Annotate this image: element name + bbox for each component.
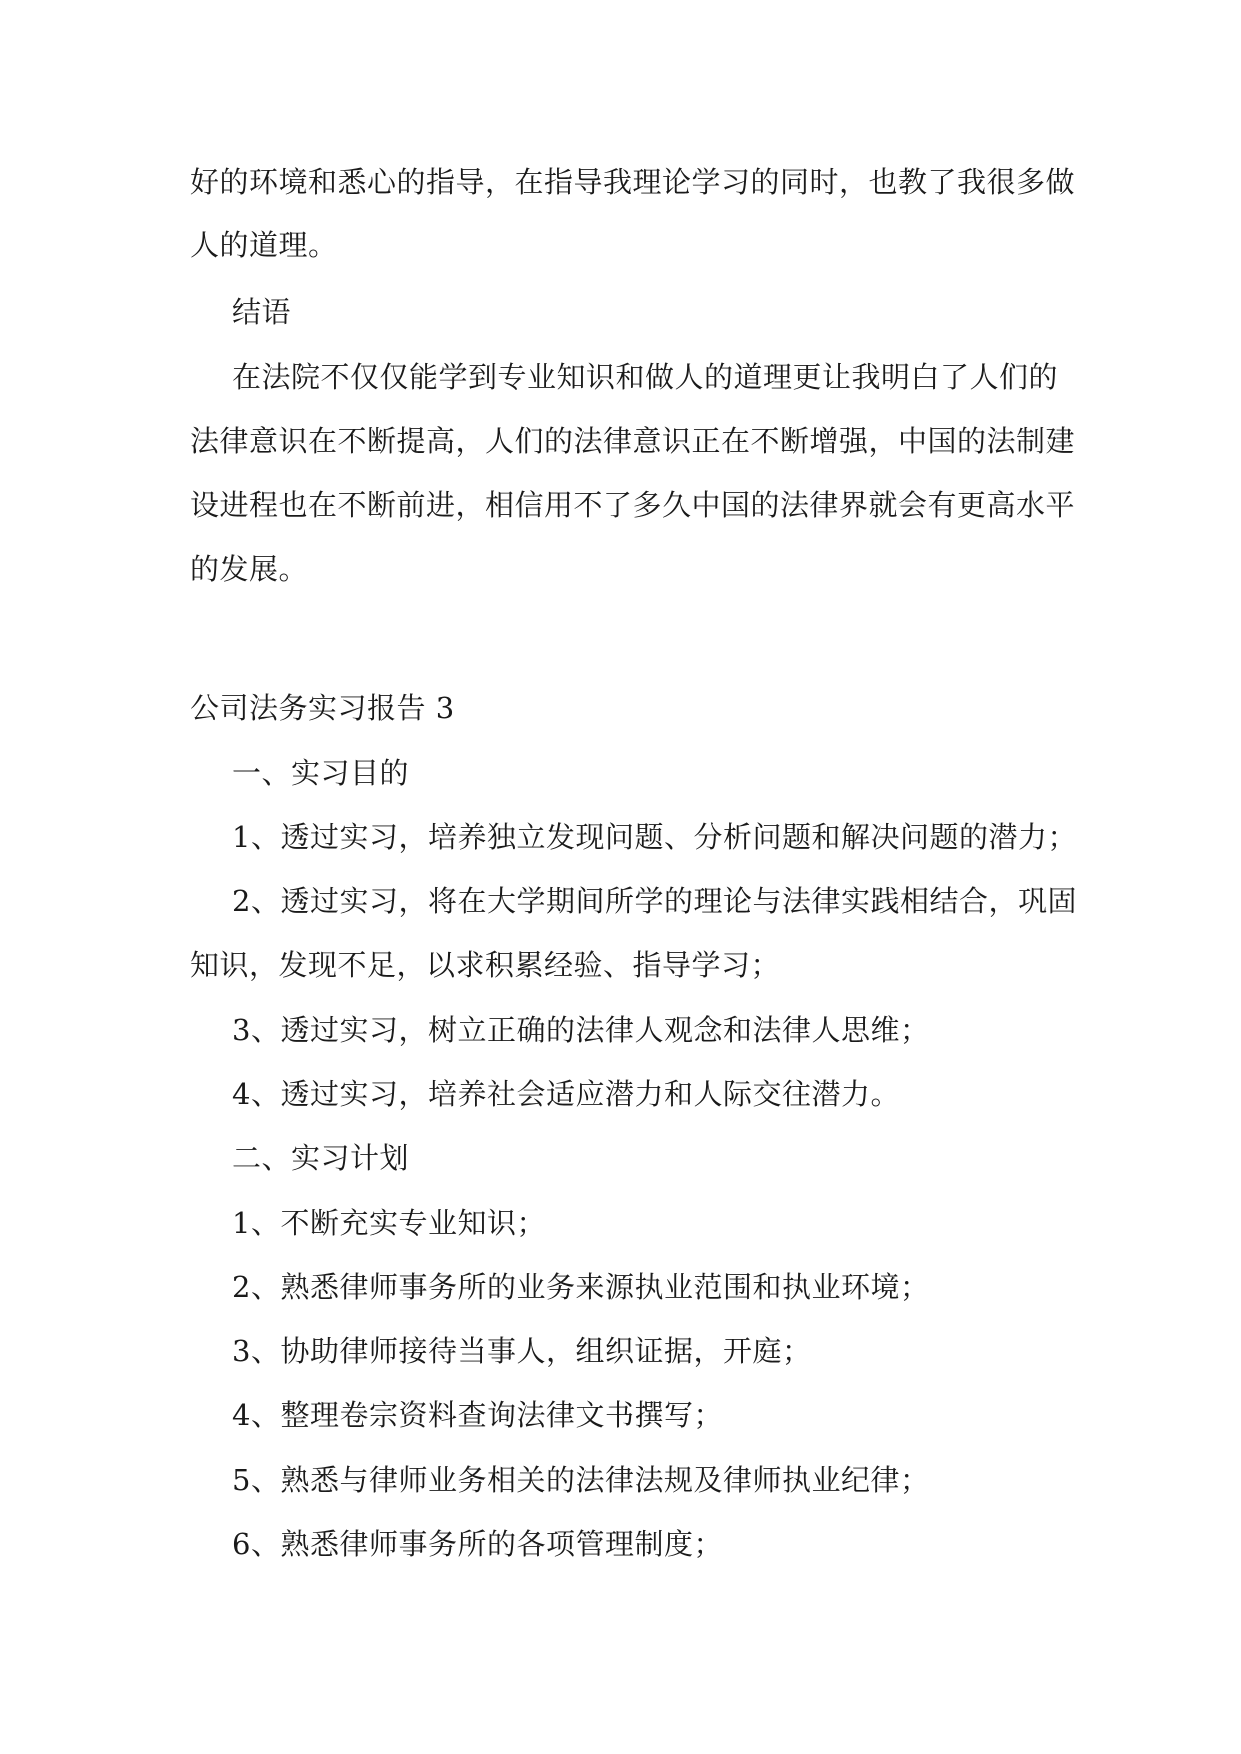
list-item: 2、熟悉律师事务所的业务来源执业范围和执业环境； (232, 1270, 930, 1304)
list-item: 5、熟悉与律师业务相关的法律法规及律师执业纪律； (232, 1463, 930, 1497)
list-item: 2、透过实习，将在大学期间所学的理论与法律实践相结合，巩固 (232, 884, 1077, 918)
section-heading-conclusion: 结语 (232, 295, 292, 329)
list-item-continuation: 知识，发现不足，以求积累经验、指导学习； (190, 948, 781, 982)
paragraph-line: 好的环境和悉心的指导，在指导我理论学习的同时，也教了我很多做 (190, 165, 1076, 199)
list-item: 3、透过实习，树立正确的法律人观念和法律人思维； (232, 1013, 930, 1047)
paragraph-line: 法律意识在不断提高，人们的法律意识正在不断增强，中国的法制建 (190, 424, 1076, 458)
list-item: 1、透过实习，培养独立发现问题、分析问题和解决问题的潜力； (232, 820, 1077, 854)
section-heading-purpose: 一、实习目的 (232, 756, 410, 790)
list-item: 4、整理卷宗资料查询法律文书撰写； (232, 1398, 723, 1432)
paragraph-line: 人的道理。 (190, 228, 338, 262)
paragraph-line: 设进程也在不断前进，相信用不了多久中国的法律界就会有更高水平 (190, 488, 1076, 522)
list-item: 3、协助律师接待当事人，组织证据，开庭； (232, 1334, 812, 1368)
section-heading-plan: 二、实习计划 (232, 1141, 410, 1175)
report-title: 公司法务实习报告 3 (190, 691, 455, 725)
list-item: 6、熟悉律师事务所的各项管理制度； (232, 1527, 723, 1561)
paragraph-line: 在法院不仅仅能学到专业知识和做人的道理更让我明白了人们的 (232, 360, 1059, 394)
list-item: 1、不断充实专业知识； (232, 1206, 546, 1240)
list-item: 4、透过实习，培养社会适应潜力和人际交往潜力。 (232, 1077, 900, 1111)
paragraph-line: 的发展。 (190, 552, 309, 586)
